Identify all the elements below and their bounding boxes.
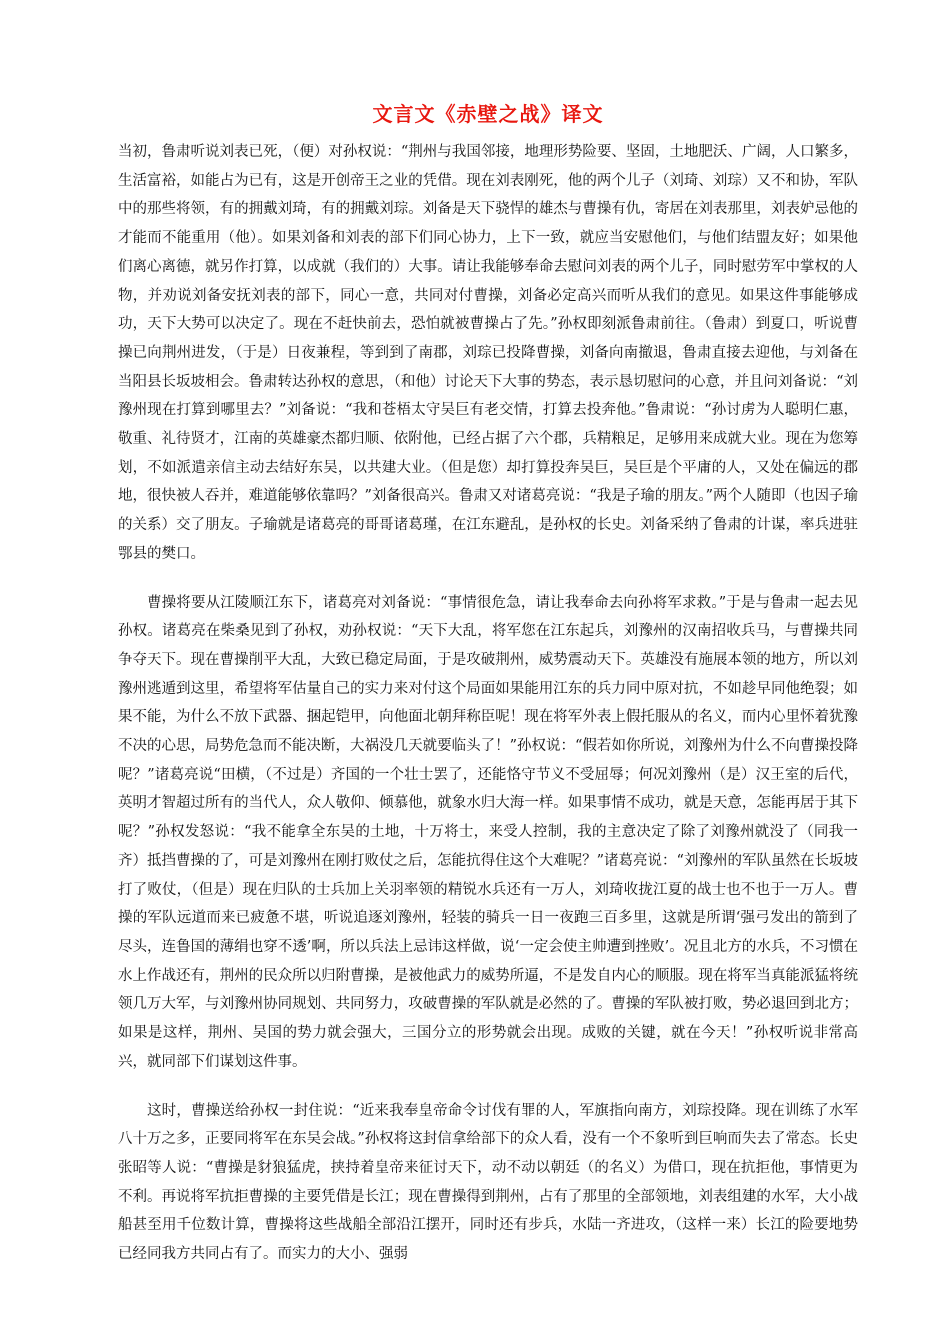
paragraph-lu-su: 当初，鲁肃听说刘表已死，（便）对孙权说：“荆州与我国邻接，地理形势险要、坚固，土地肥沃、广阔，人口繁多，生活富裕，如能占为已有，这是开创帝王之业的凭借。现在刘表刚死，他的两个儿子（刘琦、刘琮）又不和协，军队中的那些将领，有的拥戴刘琦，有的拥戴刘琮。刘备是天下骁悍的雄杰与曹操有仇，寄居在刘表那里，刘表妒忌他的才能而不能重用（他）。如果刘备和刘表的部下们同心协力，上下一致，就应当安慰他们，与他们结盟友好；如果他们离心离德，就另作打算，以成就（我们的）大事。请让我能够奉命去慰问刘表的两个儿子，同时慰劳军中掌权的人物，并劝说刘备安抚刘表的部下，同心一意，共同对付曹操，刘备必定高兴而听从我们的意见。如果这件事能够成功，天下大势可以决定了。现在不赶快前去，恐怕就被曹操占了先。”孙权即刻派鲁肃前往。（鲁肃）到夏口，听说曹操已向荆州进发，（于是）日夜兼程，等到到了南郡，刘琮已投降曹操，刘备向南撤退，鲁肃直接去迎他，与刘备在当阳县长坂坡相会。鲁肃转达孙权的意思，（和他）讨论天下大事的势态，表示恳切慰问的心意，并且问刘备说：“刘豫州现在打算到哪里去？”刘备说：“我和苍梧太守吴巨有老交情，打算去投奔他。”鲁肃说：“孙讨虏为人聪明仁惠，敬重、礼待贤才，江南的英雄豪杰都归顺、依附他，已经占据了六个郡，兵精粮足，足够用来成就大业。现在为您筹划，不如派遣亲信主动去结好东吴，以共建大业。（但是您）却打算投奔吴巨，吴巨是个平庸的人，又处在偏远的郡地，很快被人吞并，难道能够依靠吗？”刘备很高兴。鲁肃又对诸葛亮说：“我是子瑜的朋友。”两个人随即（也因子瑜的关系）交了朋友。子瑜就是诸葛亮的哥哥诸葛瑾，在江东避乱，是孙权的长史。刘备采纳了鲁肃的计谋，率兵进驻鄂县的樊口。 (118, 144, 858, 562)
paragraph-gap (118, 569, 858, 589)
document-title: 文言文《赤壁之战》译文 (372, 102, 604, 126)
paragraph-gap (118, 1077, 858, 1097)
paragraph-cao-cao-letter: 这时，曹操送给孙权一封住说：“近来我奉皇帝命令讨伐有罪的人，军旗指向南方，刘琮投降。现在训练了水军八十万之多，正要同将军在东吴会战。”孙权将这封信拿给部下的众人看，没有一个不象听到巨响而失去了常态。长史张昭等人说：“曹操是豺狼猛虎，挟持着皇帝来征讨天下，动不动以朝廷（的名义）为借口，现在抗拒他，事情更为不利。再说将军抗拒曹操的主要凭借是长江；现在曹操得到荆州，占有了那里的全部领地，刘表组建的水军，大小战船甚至用千位数计算，曹操将这些战船全部沿江摆开，同时还有步兵，水陆一齐进攻，（这样一来）长江的险要地势已经同我方共同占有了。而实力的大小、强弱 (118, 1102, 858, 1263)
document-page (118, 100, 858, 1269)
paragraph-zhuge-liang: 曹操将要从江陵顺江东下，诸葛亮对刘备说：“事情很危急，请让我奉命去向孙将军求救。”于是与鲁肃一起去见孙权。诸葛亮在柴桑见到了孙权，劝孙权说：“天下大乱，将军您在江东起兵，刘豫州的汉南招收兵马，与曹操共同争夺天下。现在曹操削平大乱，大致已稳定局面，于是攻破荆州，威势震动天下。英雄没有施展本领的地方，所以刘豫州逃遁到这里，希望将军估量自己的实力来对付这个局面如果能用江东的兵力同中原对抗，不如趁早同他绝裂；如果不能，为什么不放下武器、捆起铠甲，向他面北朝拜称臣呢！现在将军外表上假托服从的名义，而内心里怀着犹豫不决的心思，局势危急而不能决断，大祸没几天就要临头了！”孙权说：“假若如你所说，刘豫州为什么不向曹操投降呢？”诸葛亮说“田横，（不过是）齐国的一个壮士罢了，还能恪守节义不受屈辱；何况刘豫州（是）汉王室的后代，英明才智超过所有的当代人，众人敬仰、倾慕他，就象水归大海一样。如果事情不成功，就是天意，怎能再居于其下呢？”孙权发怒说：“我不能拿全东吴的土地，十万将士，来受人控制，我的主意决定了除了刘豫州就没了（同我一齐）抵挡曹操的了，可是刘豫州在刚打败仗之后，怎能抗得住这个大难呢？”诸葛亮说：“刘豫州的军队虽然在长坂坡打了败仗，（但是）现在归队的士兵加上关羽率领的精锐水兵还有一万人，刘琦收拢江夏的战士也不也于一万人。曹操的军队远道而来已疲惫不堪，听说追逐刘豫州，轻装的骑兵一日一夜跑三百多里，这就是所谓‘强弓发出的箭到了尽头，连鲁国的薄绢也穿不透’啊，所以兵法上忌讳这样做，说‘一定会使主帅遭到挫败’。况且北方的水兵，不习惯在水上作战还有，荆州的民众所以归附曹操，是被他武力的威势所逼，不是发自内心的顺服。现在将军当真能派猛将统领几万大军，与刘豫州协同规划、共同努力，攻破曹操的军队就是必然的了。曹操的军队被打败，势必退回到北方；如果是这样，荆州、吴国的势力就会强大，三国分立的形势就会出现。成败的关键，就在今天！”孙权听说非常高兴，就同部下们谋划这件事。 (118, 594, 858, 1070)
